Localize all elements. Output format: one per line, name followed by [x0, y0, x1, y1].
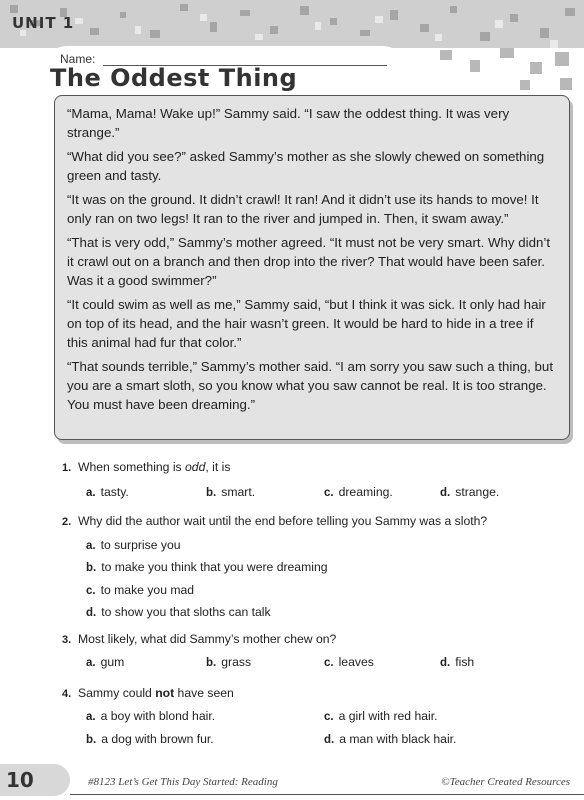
option-letter: b. — [206, 657, 217, 669]
option-text: a dog with brown fur. — [101, 732, 214, 746]
question-text-part: When something is — [78, 460, 186, 474]
option-letter: c. — [324, 657, 334, 669]
name-label: Name: — [60, 52, 96, 66]
option-letter: d. — [324, 734, 335, 746]
answer-option-3d[interactable] — [440, 655, 474, 669]
option-letter: c. — [324, 487, 334, 499]
footer-book-title: #8123 Let’s Get This Day Started: Reading — [88, 776, 278, 788]
question-3 — [62, 632, 562, 669]
story-paragraph: “It was on the ground. It didn’t crawl! It ran! And it didn’t use its hands to move! It only ran on two legs! It ran to the river and jumped in. Then, it swam away.” — [67, 192, 539, 226]
option-text: tasty. — [100, 485, 129, 499]
option-letter: a. — [86, 540, 96, 552]
story-paragraph: “That is very odd,” Sammy’s mother agreed. “It must not be very smart. Why didn’t it crawl out on a branch and then drop into the river? That would have been safer. Was it a good swimmer?” — [67, 235, 551, 288]
question-emphasis: odd — [185, 460, 206, 474]
footer-publisher: ©Teacher Created Resources — [441, 776, 570, 788]
question-number: 1. — [62, 462, 72, 474]
option-text: smart. — [221, 485, 256, 499]
option-text: gum — [100, 655, 125, 669]
story-box — [54, 95, 570, 440]
option-text: a girl with red hair. — [338, 709, 438, 723]
question-emphasis: not — [155, 686, 175, 700]
answer-option-1a[interactable] — [86, 485, 129, 499]
question-text-part: , it is — [205, 460, 231, 474]
question-3-text — [62, 632, 562, 646]
option-text: a man with black hair. — [339, 732, 457, 746]
question-number: 3. — [62, 634, 72, 646]
question-2 — [62, 514, 562, 619]
answer-option-2c[interactable] — [86, 583, 194, 597]
option-letter: a. — [86, 487, 96, 499]
answer-option-3c[interactable] — [324, 655, 374, 669]
option-letter: c. — [324, 711, 334, 723]
question-1 — [62, 460, 562, 499]
option-text: a boy with blond hair. — [100, 709, 216, 723]
option-text: to surprise you — [100, 538, 181, 552]
answer-option-4a[interactable] — [86, 709, 215, 723]
option-text: strange. — [455, 485, 500, 499]
page-footer — [0, 764, 584, 800]
option-letter: b. — [86, 734, 97, 746]
option-letter: d. — [440, 657, 451, 669]
page-number-box — [0, 764, 70, 796]
answer-option-2a[interactable] — [86, 538, 181, 552]
page-number: 10 — [6, 768, 34, 792]
option-text: to show you that sloths can talk — [101, 605, 271, 619]
answer-option-2b[interactable] — [86, 560, 328, 574]
answer-option-4c[interactable] — [324, 709, 438, 723]
option-letter: a. — [86, 711, 96, 723]
option-letter: c. — [86, 585, 96, 597]
answer-option-1b[interactable] — [206, 485, 255, 499]
option-letter: d. — [86, 607, 97, 619]
answer-option-2d[interactable] — [86, 605, 271, 619]
option-letter: b. — [86, 562, 97, 574]
question-number: 2. — [62, 516, 72, 528]
option-letter: a. — [86, 657, 96, 669]
option-text: dreaming. — [338, 485, 393, 499]
question-text-part: Sammy could — [78, 686, 156, 700]
option-text: leaves — [338, 655, 374, 669]
option-text: fish — [455, 655, 475, 669]
question-text-part: have seen — [174, 686, 234, 700]
option-text: to make you think that you were dreaming — [101, 560, 328, 574]
question-4-text — [62, 686, 562, 700]
question-number: 4. — [62, 688, 72, 700]
answer-option-3b[interactable] — [206, 655, 251, 669]
option-text: to make you mad — [100, 583, 195, 597]
story-paragraph: “That sounds terrible,” Sammy’s mother said. “I am sorry you saw such a thing, but you are a smart sloth, so you know what you saw cannot be real. It is too strange. You must have been dreaming.” — [67, 359, 554, 412]
footer-divider — [70, 794, 584, 795]
option-letter: d. — [440, 487, 451, 499]
page-title: The Oddest Thing — [50, 64, 298, 92]
option-text: grass — [221, 655, 252, 669]
answer-option-3a[interactable] — [86, 655, 124, 669]
story-paragraph: “It could swim as well as me,” Sammy said, “but I think it was sick. It only had hair on top of its head, and the hair wasn’t green. It would be hard to hide in a tree if this animal had fur that color.” — [67, 297, 546, 350]
question-text-part: Why did the author wait until the end before telling you Sammy was a sloth? — [78, 514, 488, 528]
question-4 — [62, 686, 562, 746]
answer-option-1d[interactable] — [440, 485, 499, 499]
unit-label: UNIT 1 — [12, 14, 75, 32]
question-1-text — [62, 460, 562, 474]
answer-option-1c[interactable] — [324, 485, 393, 499]
option-letter: b. — [206, 487, 217, 499]
answer-option-4d[interactable] — [324, 732, 456, 746]
question-text-part: Most likely, what did Sammy’s mother chew on? — [78, 632, 337, 646]
story-paragraph: “Mama, Mama! Wake up!” Sammy said. “I saw the oddest thing. It was very strange.” — [67, 106, 510, 140]
story-paragraph: “What did you see?” asked Sammy’s mother as she slowly chewed on something green and tasty. — [67, 149, 545, 183]
question-2-text — [62, 514, 562, 528]
header-band — [0, 0, 584, 100]
answer-option-4b[interactable] — [86, 732, 214, 746]
